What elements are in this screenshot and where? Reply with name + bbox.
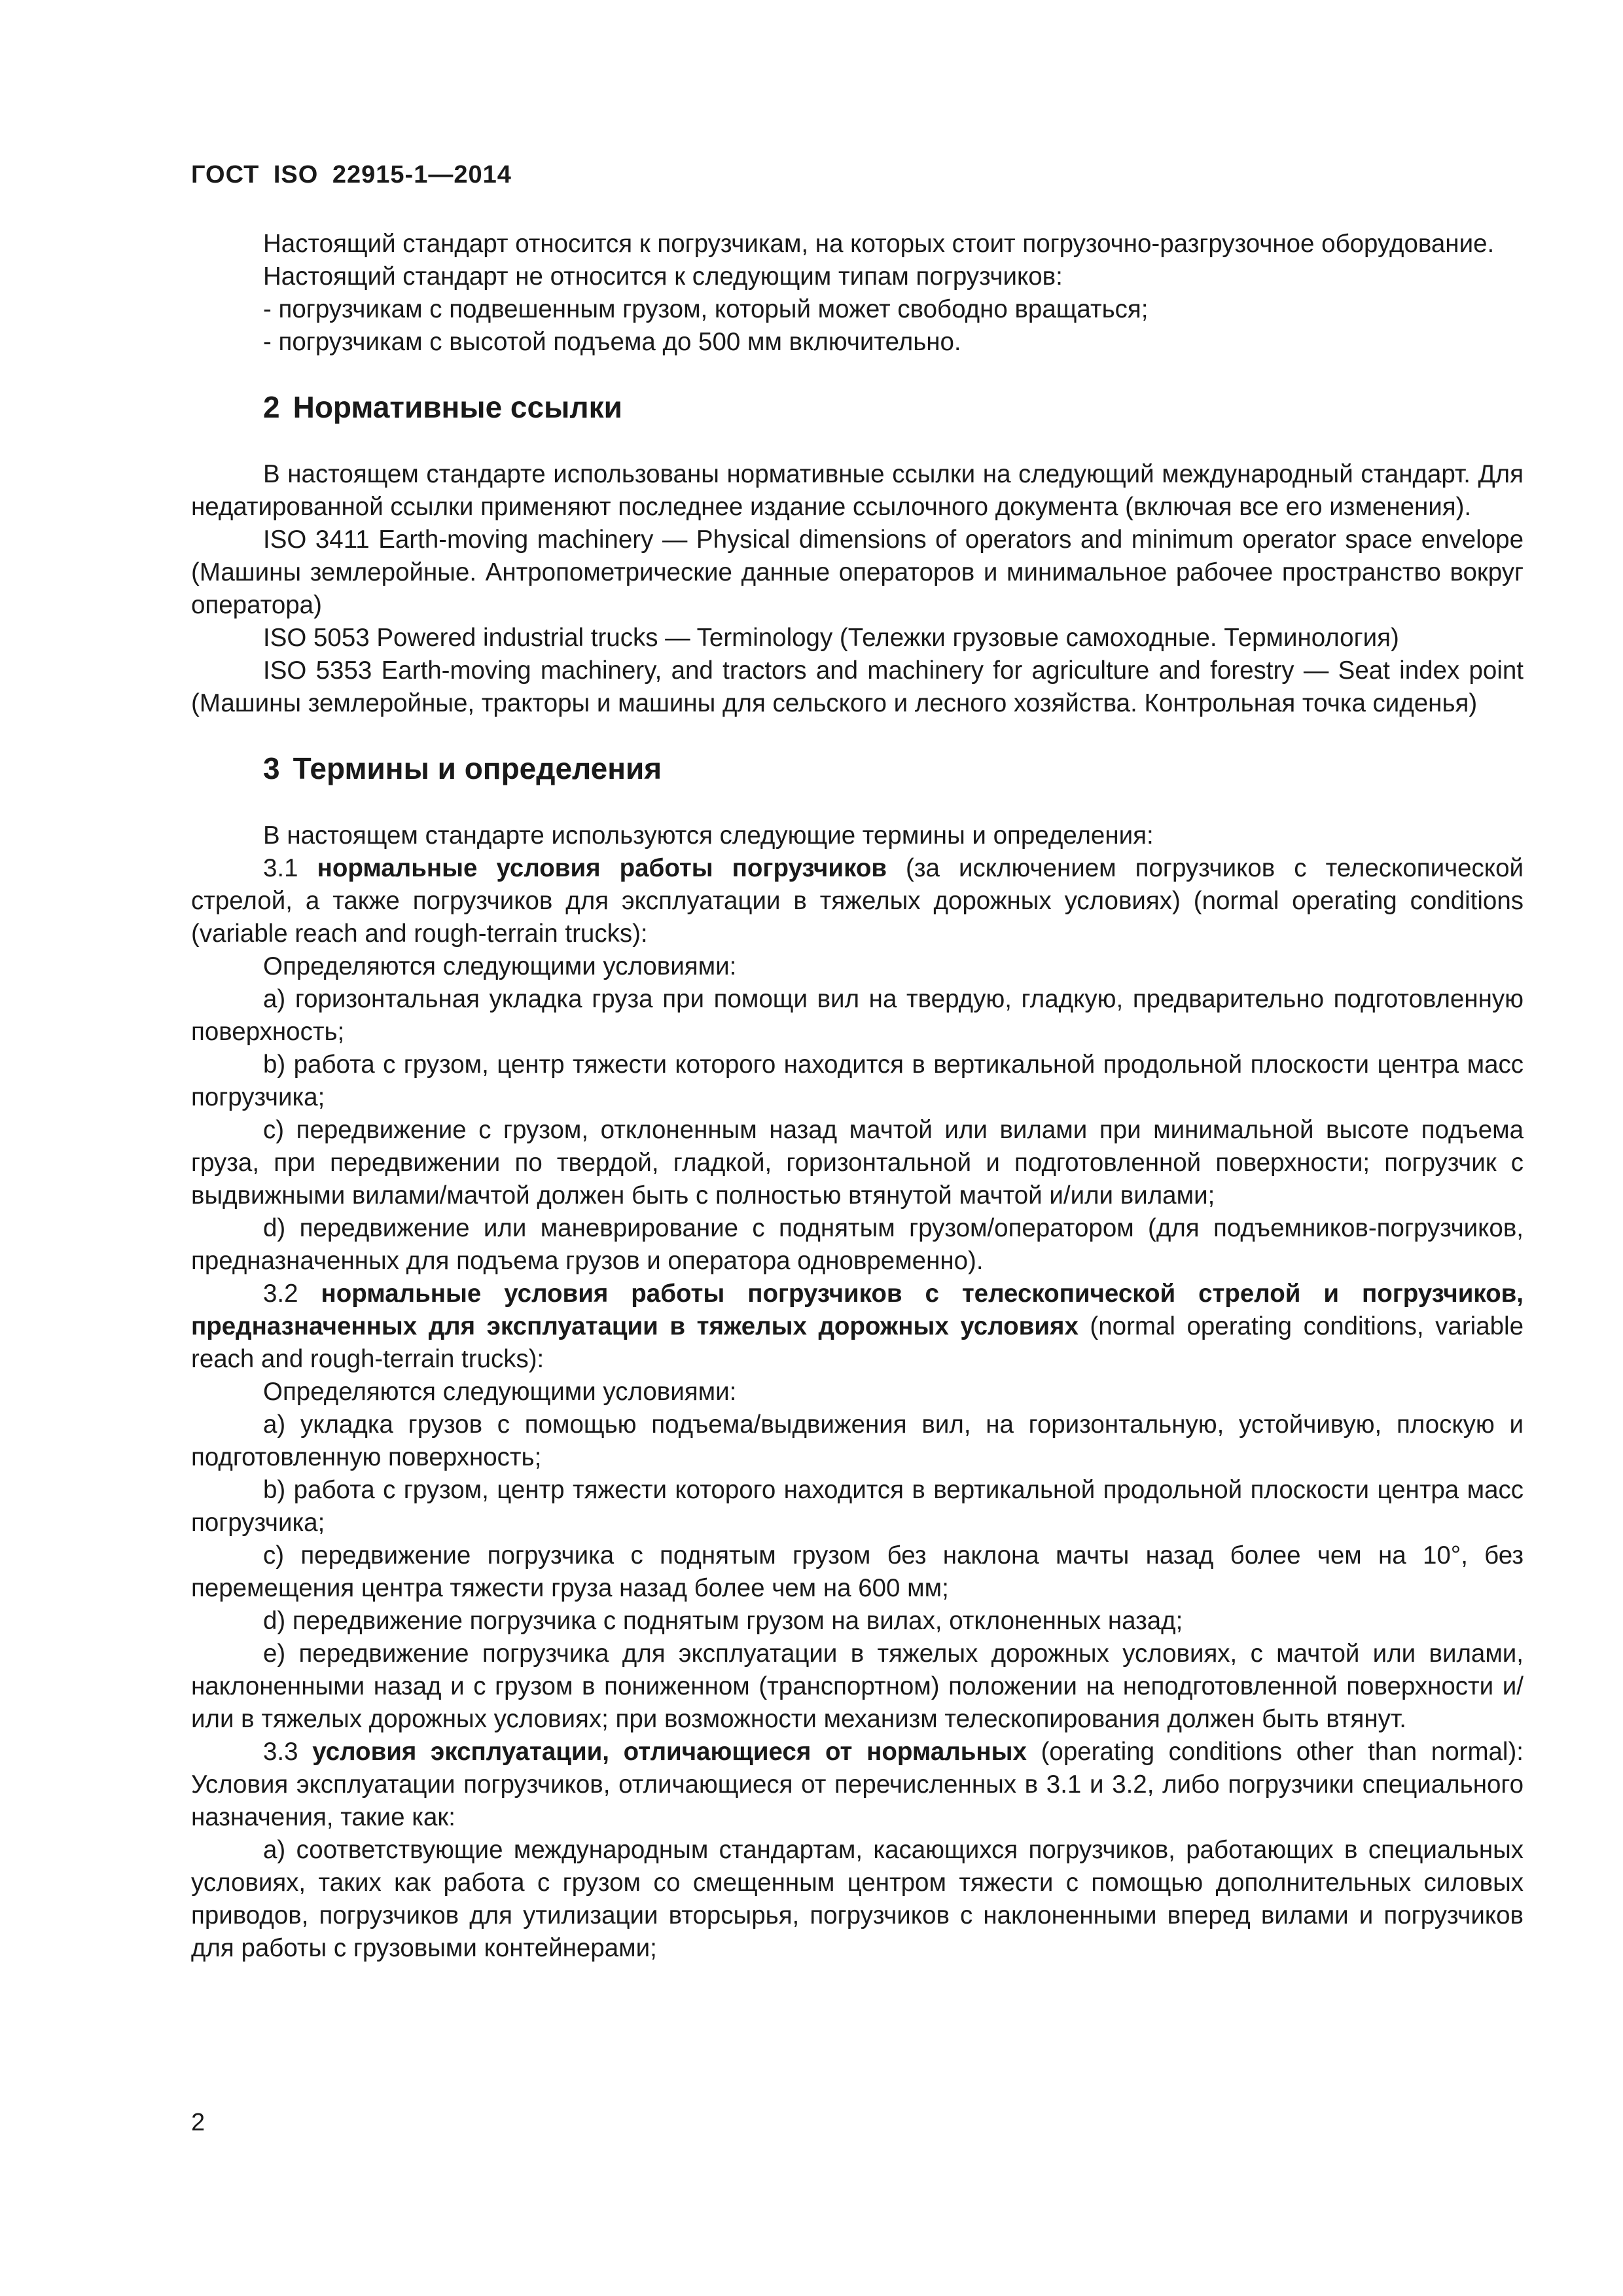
section-title: Термины и определения [293, 751, 662, 785]
term-condition-item: d) передвижение или маневрирование с поднятым грузом/оператором (для подъемников-погрузчиков, предназначенных для подъема грузов и оператора одновременно). [191, 1214, 1524, 1275]
term-condition-intro: Определяются следующими условиями: [263, 1378, 737, 1406]
term-condition-item: d) передвижение погрузчика с поднятым грузом на вилах, отклоненных назад; [263, 1607, 1183, 1635]
exclusion-item: - погрузчикам с высотой подъема до 500 мм включительно. [263, 328, 961, 356]
term-definition-3-1 [191, 852, 1524, 950]
section-heading-terms-definitions [191, 750, 1524, 787]
term-condition-item: а) укладка грузов с помощью подъема/выдвижения вил, на горизонтальную, устойчивую, плоскую и подготовленную поверхность; [191, 1410, 1524, 1471]
standard-code-header: ГОСТ ISO 22915-1—2014 [191, 161, 512, 188]
terms-intro-paragraph: В настоящем стандарте используются следующие термины и определения: [263, 821, 1154, 850]
section-number: 3 [263, 751, 280, 785]
document-body [191, 228, 1524, 1965]
term-text: (за исключением погрузчиков с телескопической стрелой, а также погрузчиков для эксплуатации в тяжелых дорожных условиях) (normal operating conditions (variable reach and rough-terrain trucks): [191, 854, 1524, 948]
term-definition-3-3 [191, 1736, 1524, 1834]
term-text: (operating conditions other than normal): Условия эксплуатации погрузчиков, отличающиеся от перечисленных в 3.1 и 3.2, либо погрузчики специального назначения, такие как: [191, 1738, 1524, 1831]
term-condition-item: b) работа с грузом, центр тяжести которого находится в вертикальной продольной плоскости центра масс погрузчика; [191, 1050, 1524, 1111]
term-text: (normal operating conditions, variable reach and rough-terrain trucks): [191, 1312, 1524, 1373]
term-number: 3.3 [263, 1738, 298, 1766]
term-condition-item: с) передвижение с грузом, отклоненным назад мачтой или вилами при минимальной высоте подъема груза, при передвижении по твердой, гладкой, горизонтальной и подготовленной поверхности; погрузчик с выдвижными вилами/мачтой должен быть с полностью втянутой мачтой и/или вилами; [191, 1116, 1524, 1210]
term-number: 3.1 [263, 854, 298, 882]
section-heading-normative-references [191, 389, 1524, 425]
term-title: нормальные условия работы погрузчиков с телескопической стрелой и погрузчиков, предназначенных для эксплуатации в тяжелых дорожных условиях [191, 1280, 1524, 1340]
term-condition-item: е) передвижение погрузчика для эксплуатации в тяжелых дорожных условиях, с мачтой или вилами, наклоненными назад и с грузом в пониженном (транспортном) положении на неподготовленной поверхности и/или в тяжелых дорожных условиях; при возможности механизм телескопирования должен быть втянут. [191, 1640, 1524, 1733]
term-condition-item: b) работа с грузом, центр тяжести которого находится в вертикальной продольной плоскости центра масс погрузчика; [191, 1476, 1524, 1537]
reference-entry: ISO 5353 Earth-moving machinery, and tractors and machinery for agriculture and forestry — Seat index point (Машины землеройные, тракторы и машины для сельского и лесного хозяйства. Контрольная точка сиденья) [191, 656, 1524, 717]
intro-paragraph: Настоящий стандарт относится к погрузчикам, на которых стоит погрузочно-разгрузочное оборудование. [263, 230, 1495, 258]
reference-entry: ISO 3411 Earth-moving machinery — Physical dimensions of operators and minimum operator space envelope (Машины землеройные. Антропометрические данные операторов и минимальное рабочее пространство вокруг оператора) [191, 526, 1524, 619]
term-condition-item: а) соответствующие международным стандартам, касающихся погрузчиков, работающих в специальных условиях, таких как работа с грузом со смещенным центром тяжести с помощью дополнительных силовых приводов, погрузчиков для утилизации вторсырья, погрузчиков с наклоненными вперед вилами и погрузчиков для работы с грузовыми контейнерами; [191, 1836, 1524, 1962]
exclusion-item: - погрузчикам с подвешенным грузом, который может свободно вращаться; [263, 295, 1149, 323]
page-number: 2 [191, 2109, 205, 2136]
term-condition-intro: Определяются следующими условиями: [263, 952, 737, 980]
references-intro-paragraph: В настоящем стандарте использованы нормативные ссылки на следующий международный стандарт. Для недатированной ссылки применяют последнее издание ссылочного документа (включая все его изменения). [191, 460, 1524, 521]
term-number: 3.2 [263, 1280, 298, 1308]
section-title: Нормативные ссылки [293, 390, 622, 424]
term-title: условия эксплуатации, отличающиеся от нормальных [312, 1738, 1027, 1766]
intro-paragraph: Настоящий стандарт не относится к следующим типам погрузчиков: [263, 262, 1063, 291]
term-condition-item: с) передвижение погрузчика с поднятым грузом без наклона мачты назад более чем на 10°, без перемещения центра тяжести груза назад более чем на 600 мм; [191, 1541, 1524, 1602]
term-condition-item: а) горизонтальная укладка груза при помощи вил на твердую, гладкую, предварительно подготовленную поверхность; [191, 985, 1524, 1046]
term-title: нормальные условия работы погрузчиков [317, 854, 887, 882]
term-definition-3-2 [191, 1278, 1524, 1376]
reference-entry: ISO 5053 Powered industrial trucks — Terminology (Тележки грузовые самоходные. Терминология) [263, 624, 1399, 652]
section-number: 2 [263, 390, 280, 424]
